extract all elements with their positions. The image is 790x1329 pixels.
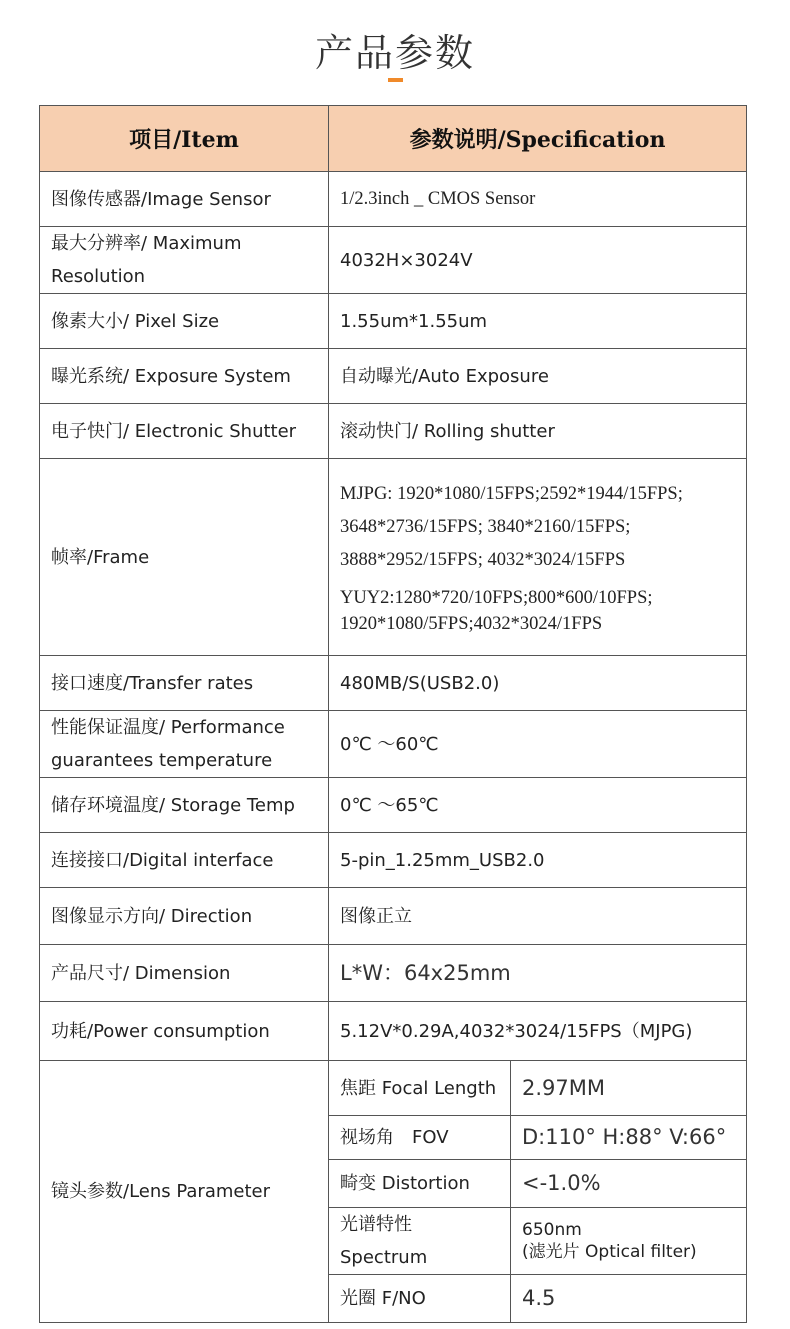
- table-row: [40, 349, 747, 404]
- lens-param-value: <-1.0%: [511, 1160, 747, 1208]
- row-spec: 1/2.3inch _ CMOS Sensor: [329, 172, 747, 227]
- row-item: 电子快门/ Electronic Shutter: [40, 404, 329, 459]
- row-spec: 480MB/S(USB2.0): [329, 656, 747, 711]
- row-spec: 5.12V*0.29A,4032*3024/15FPS（MJPG): [329, 1002, 747, 1061]
- row-spec: 0℃ ～65℃: [329, 778, 747, 833]
- lens-row: [40, 1061, 747, 1116]
- lens-param-name: 光圈 F/NO: [329, 1275, 511, 1323]
- row-item: 接口速度/Transfer rates: [40, 656, 329, 711]
- lens-param-name: 视场角 FOV: [329, 1116, 511, 1160]
- lens-param-name: 光谱特性 Spectrum: [329, 1208, 511, 1275]
- lens-param-value: [511, 1208, 747, 1275]
- title-underline: [388, 78, 403, 82]
- header-spec: 参数说明/Specification: [329, 106, 747, 172]
- row-item: 储存环境温度/ Storage Temp: [40, 778, 329, 833]
- table-row: [40, 888, 747, 945]
- row-spec: 1.55um*1.55um: [329, 294, 747, 349]
- row-item: 曝光系统/ Exposure System: [40, 349, 329, 404]
- table-row: [40, 404, 747, 459]
- row-item: 图像显示方向/ Direction: [40, 888, 329, 945]
- lens-param-value: D:110° H:88° V:66°: [511, 1116, 747, 1160]
- table-row: [40, 833, 747, 888]
- row-spec: L*W：64x25mm: [329, 945, 747, 1002]
- row-spec: 滚动快门/ Rolling shutter: [329, 404, 747, 459]
- table-row: [40, 1002, 747, 1061]
- table-row: [40, 172, 747, 227]
- frame-line: YUY2:1280*720/10FPS;800*600/10FPS;: [340, 587, 653, 608]
- table-row: [40, 227, 747, 294]
- page-title: 产品参数: [314, 31, 475, 75]
- row-item: 功耗/Power consumption: [40, 1002, 329, 1061]
- frame-line: 1920*1080/5FPS;4032*3024/1FPS: [340, 613, 603, 634]
- row-spec: 5-pin_1.25mm_USB2.0: [329, 833, 747, 888]
- table-row-frame: [40, 459, 747, 656]
- spectrum-filter: (滤光片 Optical filter): [522, 1242, 697, 1262]
- spectrum-value: 650nm: [522, 1220, 582, 1240]
- row-item: 性能保证温度/ Performance guarantees temperature: [40, 711, 329, 778]
- lens-param-name: 畸变 Distortion: [329, 1160, 511, 1208]
- row-spec: 图像正立: [329, 888, 747, 945]
- lens-item: 镜头参数/Lens Parameter: [40, 1061, 329, 1323]
- table-row: [40, 294, 747, 349]
- table-header-row: [40, 106, 747, 172]
- row-spec: 4032H×3024V: [329, 227, 747, 294]
- table-row: [40, 711, 747, 778]
- row-item: 产品尺寸/ Dimension: [40, 945, 329, 1002]
- row-item: 连接接口/Digital interface: [40, 833, 329, 888]
- header-item: 项目/Item: [40, 106, 329, 172]
- frame-line: 3648*2736/15FPS; 3840*2160/15FPS;: [340, 516, 631, 537]
- row-item: 帧率/Frame: [40, 459, 329, 656]
- lens-param-value: 2.97MM: [511, 1061, 747, 1116]
- frame-line: MJPG: 1920*1080/15FPS;2592*1944/15FPS;: [340, 483, 683, 504]
- frame-line: 3888*2952/15FPS; 4032*3024/15FPS: [340, 549, 626, 570]
- row-spec: 0℃ ～60℃: [329, 711, 747, 778]
- table-row: [40, 778, 747, 833]
- row-item: 最大分辨率/ Maximum Resolution: [40, 227, 329, 294]
- row-spec: 自动曝光/Auto Exposure: [329, 349, 747, 404]
- lens-param-value: 4.5: [511, 1275, 747, 1323]
- table-row: [40, 656, 747, 711]
- table-row: [40, 945, 747, 1002]
- row-item: 像素大小/ Pixel Size: [40, 294, 329, 349]
- row-spec-frame: [329, 459, 747, 656]
- spec-table: [39, 105, 747, 1323]
- lens-param-name: 焦距 Focal Length: [329, 1061, 511, 1116]
- row-item: 图像传感器/Image Sensor: [40, 172, 329, 227]
